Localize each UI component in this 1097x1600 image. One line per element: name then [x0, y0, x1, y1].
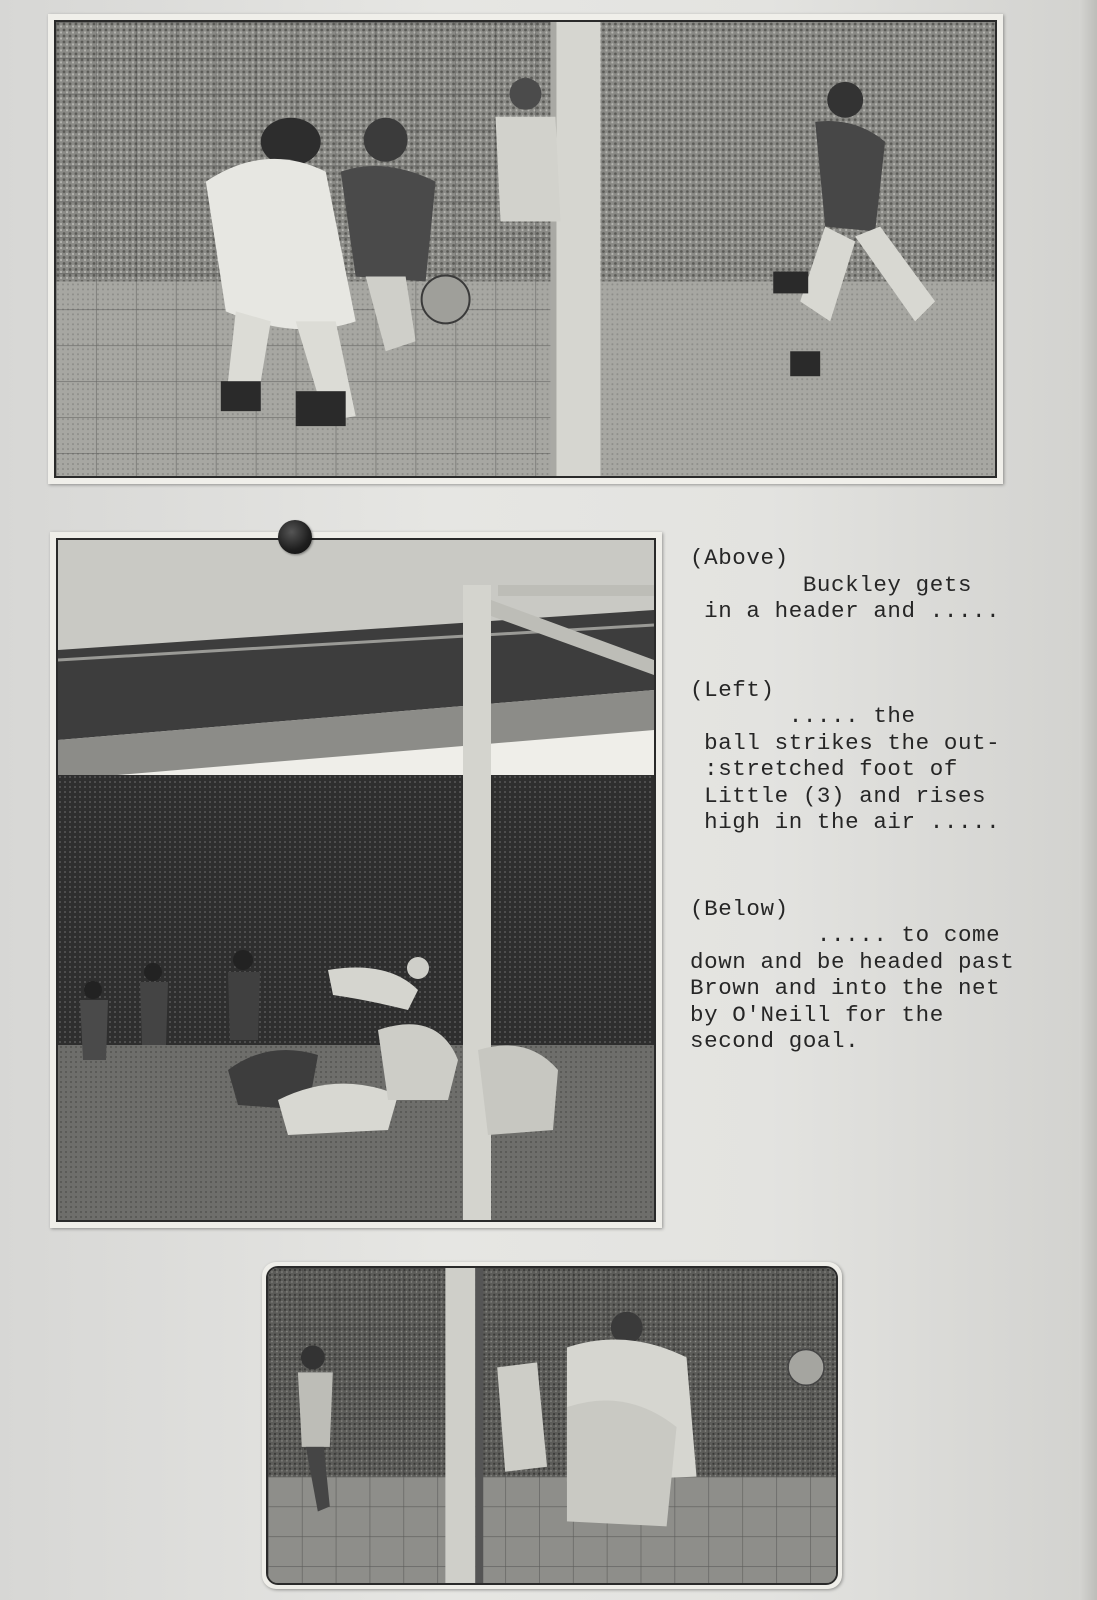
photo-left-drawing: [58, 540, 654, 1220]
caption-below-line: second goal.: [690, 1028, 860, 1054]
goalpost-crowd-photo-icon: [56, 538, 656, 1222]
caption-left-line: ..... the: [690, 703, 916, 729]
caption-left-line: Little (3) and rises: [690, 782, 987, 809]
caption-above-line: Buckley gets: [690, 571, 973, 598]
newspaper-clipping-bottom: [262, 1262, 842, 1589]
caption-column: [690, 545, 1080, 1103]
caption-above-tag: (Above): [690, 545, 789, 571]
caption-below-tag: (Below): [690, 895, 789, 922]
photo-bottom-drawing: [268, 1268, 836, 1583]
caption-below-line: Brown and into the net: [690, 975, 1001, 1001]
caption-left: [690, 677, 1080, 836]
football-goalmouth-photo-icon: [54, 20, 997, 478]
caption-left-line: ball strikes the out-: [690, 729, 1001, 756]
caption-left-tag: (Left): [690, 676, 775, 703]
caption-below-line: down and be headed past: [690, 948, 1015, 975]
newspaper-clipping-top: [48, 14, 1003, 484]
pin-hole-icon: [278, 520, 312, 554]
caption-below-line: by O'Neill for the: [690, 1001, 944, 1028]
caption-above-line: in a header and .....: [690, 598, 1001, 624]
header-into-net-photo-icon: [266, 1266, 838, 1585]
caption-left-line: high in the air .....: [690, 809, 1001, 835]
newspaper-clipping-left: [50, 532, 662, 1228]
caption-below: [690, 896, 1080, 1055]
caption-below-line: ..... to come: [690, 922, 1001, 948]
caption-above: [690, 545, 1080, 625]
caption-left-line: :stretched foot of: [690, 756, 958, 782]
photo-top-drawing: [56, 22, 995, 476]
page-edge: [1079, 0, 1097, 1600]
